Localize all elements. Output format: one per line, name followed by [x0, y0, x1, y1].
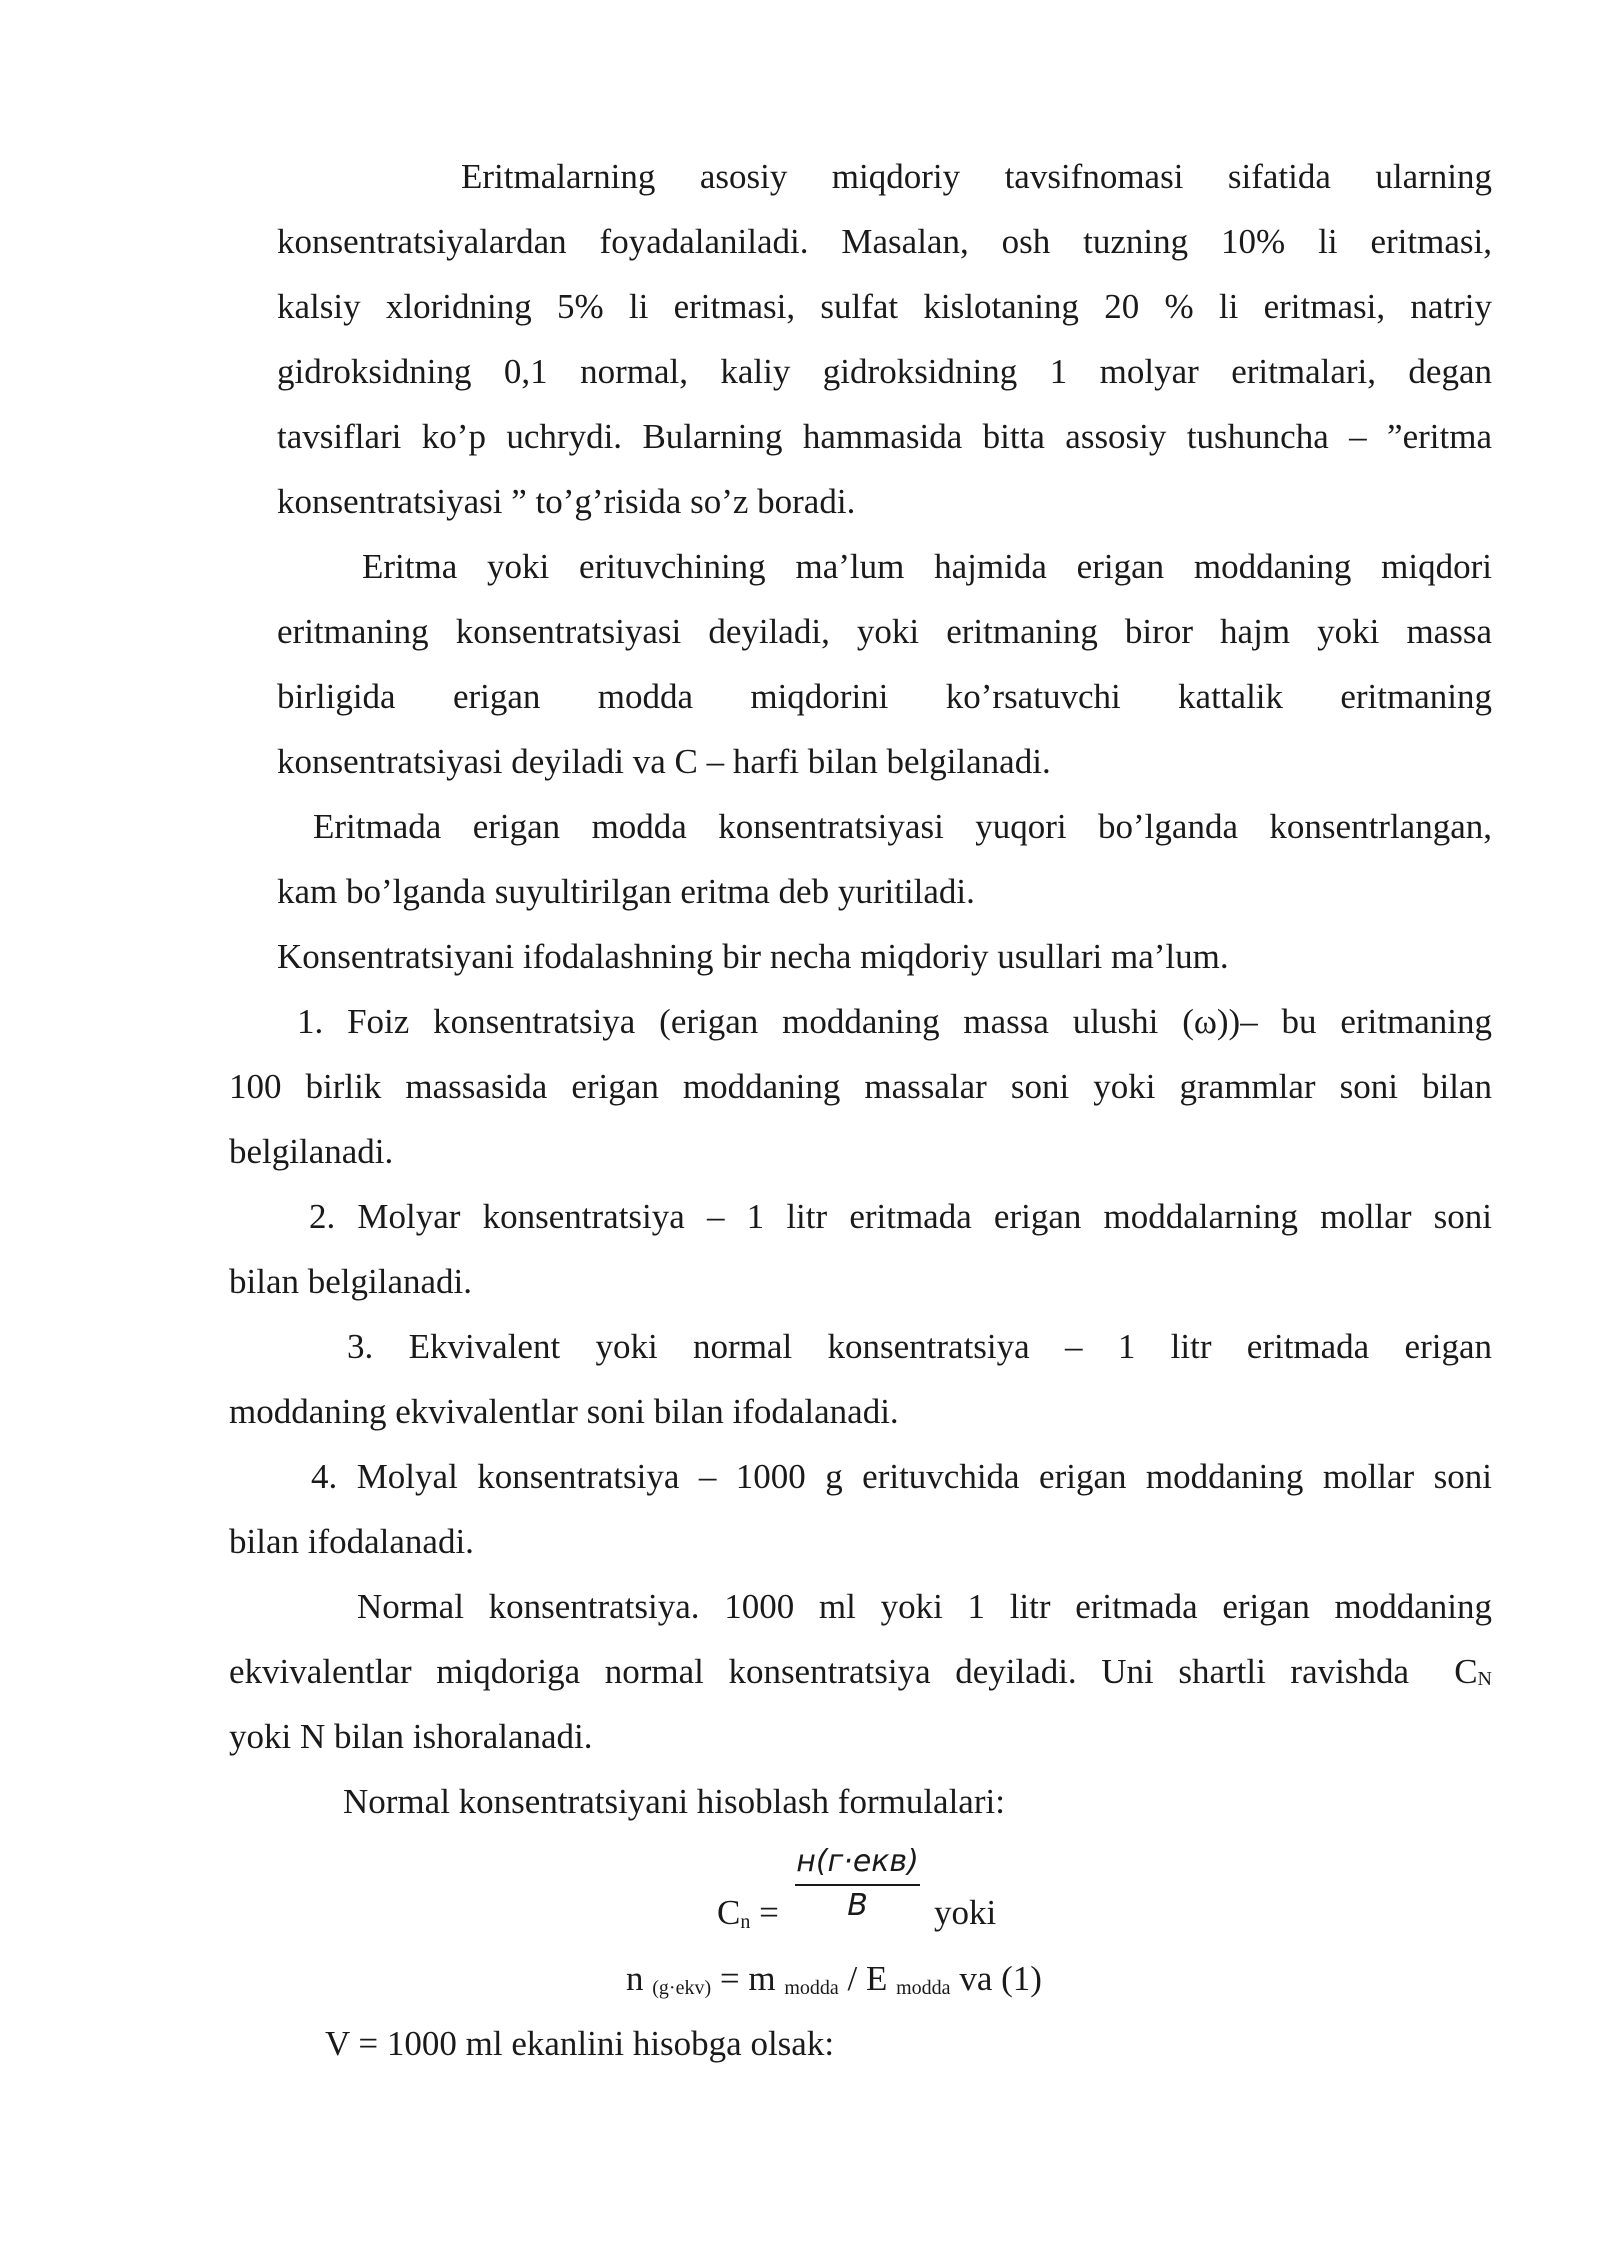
- paragraph-line: Normal konsentratsiyani hisoblash formulalari:: [343, 1782, 1005, 1821]
- paragraph-line: konsentratsiyasi deyiladi va C – harfi bilan belgilanadi.: [277, 742, 1051, 781]
- formula-lhs: [717, 1880, 779, 1955]
- paragraph-line: Normal konsentratsiya. 1000 ml yoki 1 litr eritmada erigan moddaning: [357, 1587, 1492, 1626]
- paragraph-line: kam bo’lganda suyultirilgan eritma deb yuritiladi.: [277, 872, 975, 911]
- paragraph-line: birligida erigan modda miqdorini ko’rsatuvchi kattalik eritmaning: [277, 677, 1492, 716]
- formula-equals: =: [750, 1893, 779, 1932]
- cn-symbol: [1454, 1639, 1492, 1712]
- formula-two: [626, 1946, 1042, 2021]
- formula-fraction: [795, 1842, 920, 1924]
- fraction-bar: [795, 1884, 920, 1886]
- formula-eq-m: = m: [711, 1959, 785, 1998]
- paragraph-line: tavsiflari ko’p uchrydi. Bularning hammasida bitta assosiy tushuncha – ”eritma: [277, 417, 1492, 456]
- formula-lhs-main: C: [717, 1893, 741, 1932]
- formula-div-e: / E: [838, 1959, 897, 1998]
- list-item-line: 3. Ekvivalent yoki normal konsentratsiya – 1 litr eritmada erigan: [347, 1327, 1492, 1366]
- paragraph-line-text: ekvivalentlar miqdoriga normal konsentratsiya deyiladi. Uni shartli ravishda: [229, 1652, 1409, 1691]
- paragraph-line: kalsiy xloridning 5% li eritmasi, sulfat kislotaning 20 % li eritmasi, natriy: [277, 287, 1492, 326]
- paragraph-line: Eritmalarning asosiy miqdoriy tavsifnomasi sifatida ularning: [461, 157, 1492, 196]
- list-item-line: belgilanadi.: [229, 1132, 394, 1171]
- formula-tail: va (1): [950, 1959, 1042, 1998]
- formula-n: n: [626, 1959, 653, 1998]
- list-item-line: moddaning ekvivalentlar soni bilan ifodalanadi.: [229, 1392, 899, 1431]
- paragraph-line: Eritma yoki erituvchining ma’lum hajmida erigan moddaning miqdori: [362, 547, 1492, 586]
- paragraph-line: konsentratsiyalardan foyadalaniladi. Masalan, osh tuzning 10% li eritmasi,: [277, 222, 1492, 261]
- list-item-line: bilan ifodalanadi.: [229, 1522, 474, 1561]
- formula-e-sub: modda: [896, 1977, 951, 1999]
- list-item-line: bilan belgilanadi.: [229, 1262, 472, 1301]
- paragraph-line: konsentratsiyasi ” to’g’risida so’z boradi.: [277, 482, 856, 521]
- paragraph-line: eritmaning konsentratsiyasi deyiladi, yoki eritmaning biror hajm yoki massa: [277, 612, 1492, 651]
- paragraph-line: V = 1000 ml ekanlini hisobga olsak:: [325, 2024, 835, 2063]
- list-item-line: 1. Foiz konsentratsiya (erigan moddaning massa ulushi (ω))– bu eritmaning: [297, 1002, 1492, 1041]
- fraction-numerator: н(г·екв): [796, 1844, 919, 1879]
- list-item-line: 2. Molyar konsentratsiya – 1 litr eritmada erigan moddalarning mollar soni: [309, 1197, 1492, 1236]
- paragraph-line: [229, 1639, 1492, 1704]
- paragraph-line: gidroksidning 0,1 normal, kaliy gidroksidning 1 molyar eritmalari, degan: [277, 352, 1492, 391]
- list-item-line: 4. Molyal konsentratsiya – 1000 g erituvchida erigan moddaning mollar soni: [311, 1457, 1492, 1496]
- cn-symbol-main: C: [1454, 1652, 1478, 1691]
- list-item-line: 100 birlik massasida erigan moddaning massalar soni yoki grammlar soni bilan: [229, 1067, 1492, 1106]
- formula-n-sub: (g·ekv): [652, 1977, 712, 1999]
- fraction-denominator: В: [847, 1888, 868, 1923]
- formula-suffix: yoki: [934, 1893, 997, 1932]
- formula-m-sub: modda: [784, 1977, 839, 1999]
- paragraph-line: Eritmada erigan modda konsentratsiyasi yuqori bo’lganda konsentrlangan,: [313, 807, 1492, 846]
- paragraph-line: Konsentratsiyani ifodalashning bir necha miqdoriy usullari ma’lum.: [277, 937, 1229, 976]
- cn-symbol-sub: N: [1477, 1668, 1492, 1690]
- formula-lhs-sub: n: [740, 1911, 751, 1933]
- paragraph-line: yoki N bilan ishoralanadi.: [229, 1717, 593, 1756]
